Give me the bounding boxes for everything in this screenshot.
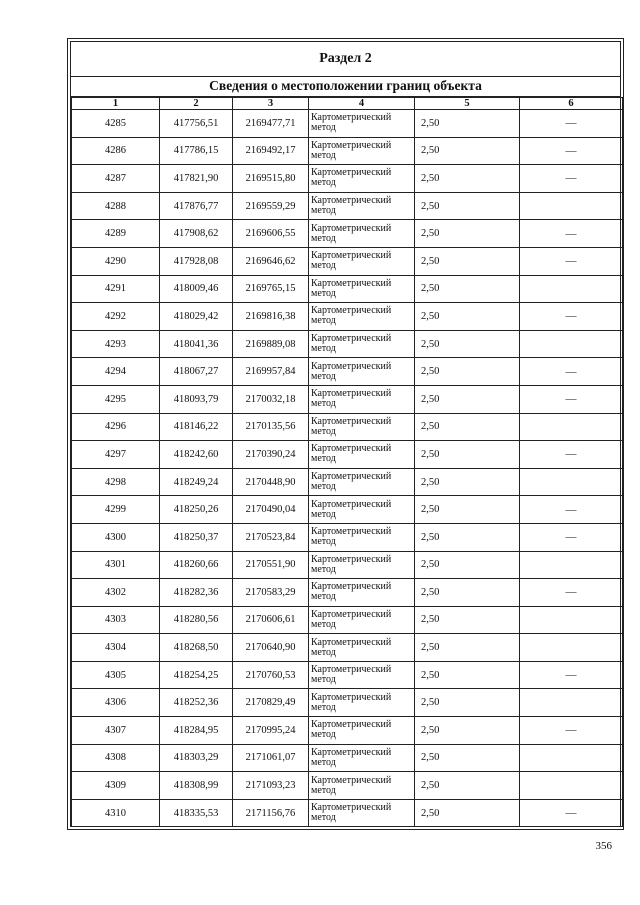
note-cell bbox=[520, 634, 623, 662]
table-row bbox=[72, 579, 623, 607]
column-header: 1 bbox=[72, 98, 160, 110]
x-coordinate-cell: 418252,36 bbox=[160, 689, 233, 717]
method-cell: Картометрический метод bbox=[309, 247, 415, 275]
column-header: 4 bbox=[309, 98, 415, 110]
y-coordinate-cell: 2170583,29 bbox=[233, 579, 309, 607]
x-coordinate-cell: 418146,22 bbox=[160, 413, 233, 441]
x-coordinate-cell: 417786,15 bbox=[160, 137, 233, 165]
page-number: 356 bbox=[595, 840, 612, 852]
method-cell: Картометрический метод bbox=[309, 358, 415, 386]
x-coordinate-cell: 418250,26 bbox=[160, 496, 233, 524]
document-inner-frame bbox=[70, 41, 621, 827]
boundary-coordinates-table bbox=[71, 97, 623, 827]
point-number-cell: 4296 bbox=[72, 413, 160, 441]
point-number-cell: 4310 bbox=[72, 799, 160, 827]
x-coordinate-cell: 417756,51 bbox=[160, 110, 233, 138]
accuracy-cell: 2,50 bbox=[415, 385, 520, 413]
note-cell bbox=[520, 744, 623, 772]
point-number-cell: 4295 bbox=[72, 385, 160, 413]
y-coordinate-cell: 2170523,84 bbox=[233, 523, 309, 551]
method-cell: Картометрический метод bbox=[309, 275, 415, 303]
x-coordinate-cell: 418041,36 bbox=[160, 330, 233, 358]
point-number-cell: 4309 bbox=[72, 772, 160, 800]
point-number-cell: 4300 bbox=[72, 523, 160, 551]
y-coordinate-cell: 2169957,84 bbox=[233, 358, 309, 386]
method-cell: Картометрический метод bbox=[309, 110, 415, 138]
method-cell: Картометрический метод bbox=[309, 496, 415, 524]
y-coordinate-cell: 2170551,90 bbox=[233, 551, 309, 579]
y-coordinate-cell: 2170606,61 bbox=[233, 606, 309, 634]
accuracy-cell: 2,50 bbox=[415, 634, 520, 662]
method-cell: Картометрический метод bbox=[309, 579, 415, 607]
point-number-cell: 4308 bbox=[72, 744, 160, 772]
table-row bbox=[72, 303, 623, 331]
accuracy-cell: 2,50 bbox=[415, 220, 520, 248]
accuracy-cell: 2,50 bbox=[415, 496, 520, 524]
note-cell bbox=[520, 606, 623, 634]
y-coordinate-cell: 2169889,08 bbox=[233, 330, 309, 358]
point-number-cell: 4307 bbox=[72, 717, 160, 745]
method-cell: Картометрический метод bbox=[309, 661, 415, 689]
note-cell: — bbox=[520, 303, 623, 331]
y-coordinate-cell: 2170490,04 bbox=[233, 496, 309, 524]
document-frame bbox=[67, 38, 624, 830]
accuracy-cell: 2,50 bbox=[415, 799, 520, 827]
column-header: 6 bbox=[520, 98, 623, 110]
method-cell: Картометрический метод bbox=[309, 634, 415, 662]
note-cell: — bbox=[520, 799, 623, 827]
method-cell: Картометрический метод bbox=[309, 772, 415, 800]
x-coordinate-cell: 418308,99 bbox=[160, 772, 233, 800]
accuracy-cell: 2,50 bbox=[415, 772, 520, 800]
method-cell: Картометрический метод bbox=[309, 192, 415, 220]
note-cell: — bbox=[520, 110, 623, 138]
note-cell: — bbox=[520, 165, 623, 193]
column-header: 2 bbox=[160, 98, 233, 110]
table-row bbox=[72, 220, 623, 248]
y-coordinate-cell: 2169492,17 bbox=[233, 137, 309, 165]
note-cell: — bbox=[520, 661, 623, 689]
y-coordinate-cell: 2170995,24 bbox=[233, 717, 309, 745]
point-number-cell: 4305 bbox=[72, 661, 160, 689]
table-row bbox=[72, 634, 623, 662]
method-cell: Картометрический метод bbox=[309, 413, 415, 441]
column-header: 5 bbox=[415, 98, 520, 110]
point-number-cell: 4299 bbox=[72, 496, 160, 524]
x-coordinate-cell: 417821,90 bbox=[160, 165, 233, 193]
table-row bbox=[72, 689, 623, 717]
x-coordinate-cell: 418093,79 bbox=[160, 385, 233, 413]
table-row bbox=[72, 165, 623, 193]
note-cell bbox=[520, 413, 623, 441]
method-cell: Картометрический метод bbox=[309, 165, 415, 193]
y-coordinate-cell: 2171093,23 bbox=[233, 772, 309, 800]
accuracy-cell: 2,50 bbox=[415, 441, 520, 469]
method-cell: Картометрический метод bbox=[309, 717, 415, 745]
x-coordinate-cell: 418029,42 bbox=[160, 303, 233, 331]
point-number-cell: 4306 bbox=[72, 689, 160, 717]
note-cell: — bbox=[520, 220, 623, 248]
point-number-cell: 4291 bbox=[72, 275, 160, 303]
method-cell: Картометрический метод bbox=[309, 441, 415, 469]
y-coordinate-cell: 2170829,49 bbox=[233, 689, 309, 717]
y-coordinate-cell: 2169816,38 bbox=[233, 303, 309, 331]
accuracy-cell: 2,50 bbox=[415, 247, 520, 275]
note-cell: — bbox=[520, 496, 623, 524]
y-coordinate-cell: 2169559,29 bbox=[233, 192, 309, 220]
accuracy-cell: 2,50 bbox=[415, 413, 520, 441]
table-row bbox=[72, 551, 623, 579]
point-number-cell: 4287 bbox=[72, 165, 160, 193]
method-cell: Картометрический метод bbox=[309, 606, 415, 634]
y-coordinate-cell: 2170390,24 bbox=[233, 441, 309, 469]
note-cell: — bbox=[520, 523, 623, 551]
table-row bbox=[72, 441, 623, 469]
point-number-cell: 4303 bbox=[72, 606, 160, 634]
y-coordinate-cell: 2170640,90 bbox=[233, 634, 309, 662]
y-coordinate-cell: 2171156,76 bbox=[233, 799, 309, 827]
point-number-cell: 4286 bbox=[72, 137, 160, 165]
point-number-cell: 4285 bbox=[72, 110, 160, 138]
point-number-cell: 4297 bbox=[72, 441, 160, 469]
note-cell bbox=[520, 192, 623, 220]
x-coordinate-cell: 418268,50 bbox=[160, 634, 233, 662]
point-number-cell: 4289 bbox=[72, 220, 160, 248]
method-cell: Картометрический метод bbox=[309, 799, 415, 827]
table-row bbox=[72, 661, 623, 689]
table-row bbox=[72, 523, 623, 551]
accuracy-cell: 2,50 bbox=[415, 192, 520, 220]
x-coordinate-cell: 418250,37 bbox=[160, 523, 233, 551]
table-row bbox=[72, 799, 623, 827]
x-coordinate-cell: 417908,62 bbox=[160, 220, 233, 248]
y-coordinate-cell: 2169646,62 bbox=[233, 247, 309, 275]
table-row bbox=[72, 496, 623, 524]
table-row bbox=[72, 468, 623, 496]
x-coordinate-cell: 417876,77 bbox=[160, 192, 233, 220]
x-coordinate-cell: 418284,95 bbox=[160, 717, 233, 745]
table-row bbox=[72, 330, 623, 358]
accuracy-cell: 2,50 bbox=[415, 468, 520, 496]
accuracy-cell: 2,50 bbox=[415, 661, 520, 689]
method-cell: Картометрический метод bbox=[309, 137, 415, 165]
table-row bbox=[72, 137, 623, 165]
column-header: 3 bbox=[233, 98, 309, 110]
x-coordinate-cell: 418254,25 bbox=[160, 661, 233, 689]
point-number-cell: 4293 bbox=[72, 330, 160, 358]
note-cell: — bbox=[520, 247, 623, 275]
x-coordinate-cell: 417928,08 bbox=[160, 247, 233, 275]
x-coordinate-cell: 418303,29 bbox=[160, 744, 233, 772]
x-coordinate-cell: 418249,24 bbox=[160, 468, 233, 496]
method-cell: Картометрический метод bbox=[309, 551, 415, 579]
point-number-cell: 4304 bbox=[72, 634, 160, 662]
section-title: Раздел 2 bbox=[71, 42, 620, 77]
y-coordinate-cell: 2170135,56 bbox=[233, 413, 309, 441]
table-body bbox=[72, 110, 623, 827]
note-cell bbox=[520, 275, 623, 303]
table-row bbox=[72, 413, 623, 441]
accuracy-cell: 2,50 bbox=[415, 523, 520, 551]
note-cell bbox=[520, 551, 623, 579]
x-coordinate-cell: 418280,56 bbox=[160, 606, 233, 634]
method-cell: Картометрический метод bbox=[309, 468, 415, 496]
method-cell: Картометрический метод bbox=[309, 220, 415, 248]
note-cell bbox=[520, 468, 623, 496]
x-coordinate-cell: 418282,36 bbox=[160, 579, 233, 607]
table-row bbox=[72, 110, 623, 138]
note-cell: — bbox=[520, 137, 623, 165]
accuracy-cell: 2,50 bbox=[415, 358, 520, 386]
accuracy-cell: 2,50 bbox=[415, 165, 520, 193]
note-cell: — bbox=[520, 385, 623, 413]
accuracy-cell: 2,50 bbox=[415, 275, 520, 303]
x-coordinate-cell: 418260,66 bbox=[160, 551, 233, 579]
y-coordinate-cell: 2169765,15 bbox=[233, 275, 309, 303]
x-coordinate-cell: 418009,46 bbox=[160, 275, 233, 303]
accuracy-cell: 2,50 bbox=[415, 717, 520, 745]
point-number-cell: 4288 bbox=[72, 192, 160, 220]
point-number-cell: 4302 bbox=[72, 579, 160, 607]
table-row bbox=[72, 358, 623, 386]
note-cell bbox=[520, 689, 623, 717]
table-row bbox=[72, 247, 623, 275]
accuracy-cell: 2,50 bbox=[415, 110, 520, 138]
table-header-row bbox=[72, 98, 623, 110]
accuracy-cell: 2,50 bbox=[415, 330, 520, 358]
accuracy-cell: 2,50 bbox=[415, 551, 520, 579]
table-row bbox=[72, 717, 623, 745]
point-number-cell: 4290 bbox=[72, 247, 160, 275]
table-row bbox=[72, 606, 623, 634]
method-cell: Картометрический метод bbox=[309, 523, 415, 551]
method-cell: Картометрический метод bbox=[309, 689, 415, 717]
point-number-cell: 4294 bbox=[72, 358, 160, 386]
accuracy-cell: 2,50 bbox=[415, 579, 520, 607]
accuracy-cell: 2,50 bbox=[415, 303, 520, 331]
section-subtitle: Сведения о местоположении границ объекта bbox=[71, 76, 620, 97]
note-cell bbox=[520, 330, 623, 358]
table-row bbox=[72, 385, 623, 413]
method-cell: Картометрический метод bbox=[309, 303, 415, 331]
y-coordinate-cell: 2169515,80 bbox=[233, 165, 309, 193]
y-coordinate-cell: 2170448,90 bbox=[233, 468, 309, 496]
y-coordinate-cell: 2171061,07 bbox=[233, 744, 309, 772]
method-cell: Картометрический метод bbox=[309, 744, 415, 772]
y-coordinate-cell: 2170760,53 bbox=[233, 661, 309, 689]
point-number-cell: 4301 bbox=[72, 551, 160, 579]
x-coordinate-cell: 418242,60 bbox=[160, 441, 233, 469]
table-row bbox=[72, 192, 623, 220]
x-coordinate-cell: 418335,53 bbox=[160, 799, 233, 827]
x-coordinate-cell: 418067,27 bbox=[160, 358, 233, 386]
note-cell: — bbox=[520, 358, 623, 386]
method-cell: Картометрический метод bbox=[309, 385, 415, 413]
y-coordinate-cell: 2169606,55 bbox=[233, 220, 309, 248]
y-coordinate-cell: 2169477,71 bbox=[233, 110, 309, 138]
accuracy-cell: 2,50 bbox=[415, 744, 520, 772]
y-coordinate-cell: 2170032,18 bbox=[233, 385, 309, 413]
note-cell: — bbox=[520, 717, 623, 745]
table-row bbox=[72, 772, 623, 800]
point-number-cell: 4298 bbox=[72, 468, 160, 496]
note-cell bbox=[520, 772, 623, 800]
method-cell: Картометрический метод bbox=[309, 330, 415, 358]
accuracy-cell: 2,50 bbox=[415, 606, 520, 634]
accuracy-cell: 2,50 bbox=[415, 689, 520, 717]
table-row bbox=[72, 744, 623, 772]
note-cell: — bbox=[520, 441, 623, 469]
accuracy-cell: 2,50 bbox=[415, 137, 520, 165]
point-number-cell: 4292 bbox=[72, 303, 160, 331]
table-row bbox=[72, 275, 623, 303]
note-cell: — bbox=[520, 579, 623, 607]
